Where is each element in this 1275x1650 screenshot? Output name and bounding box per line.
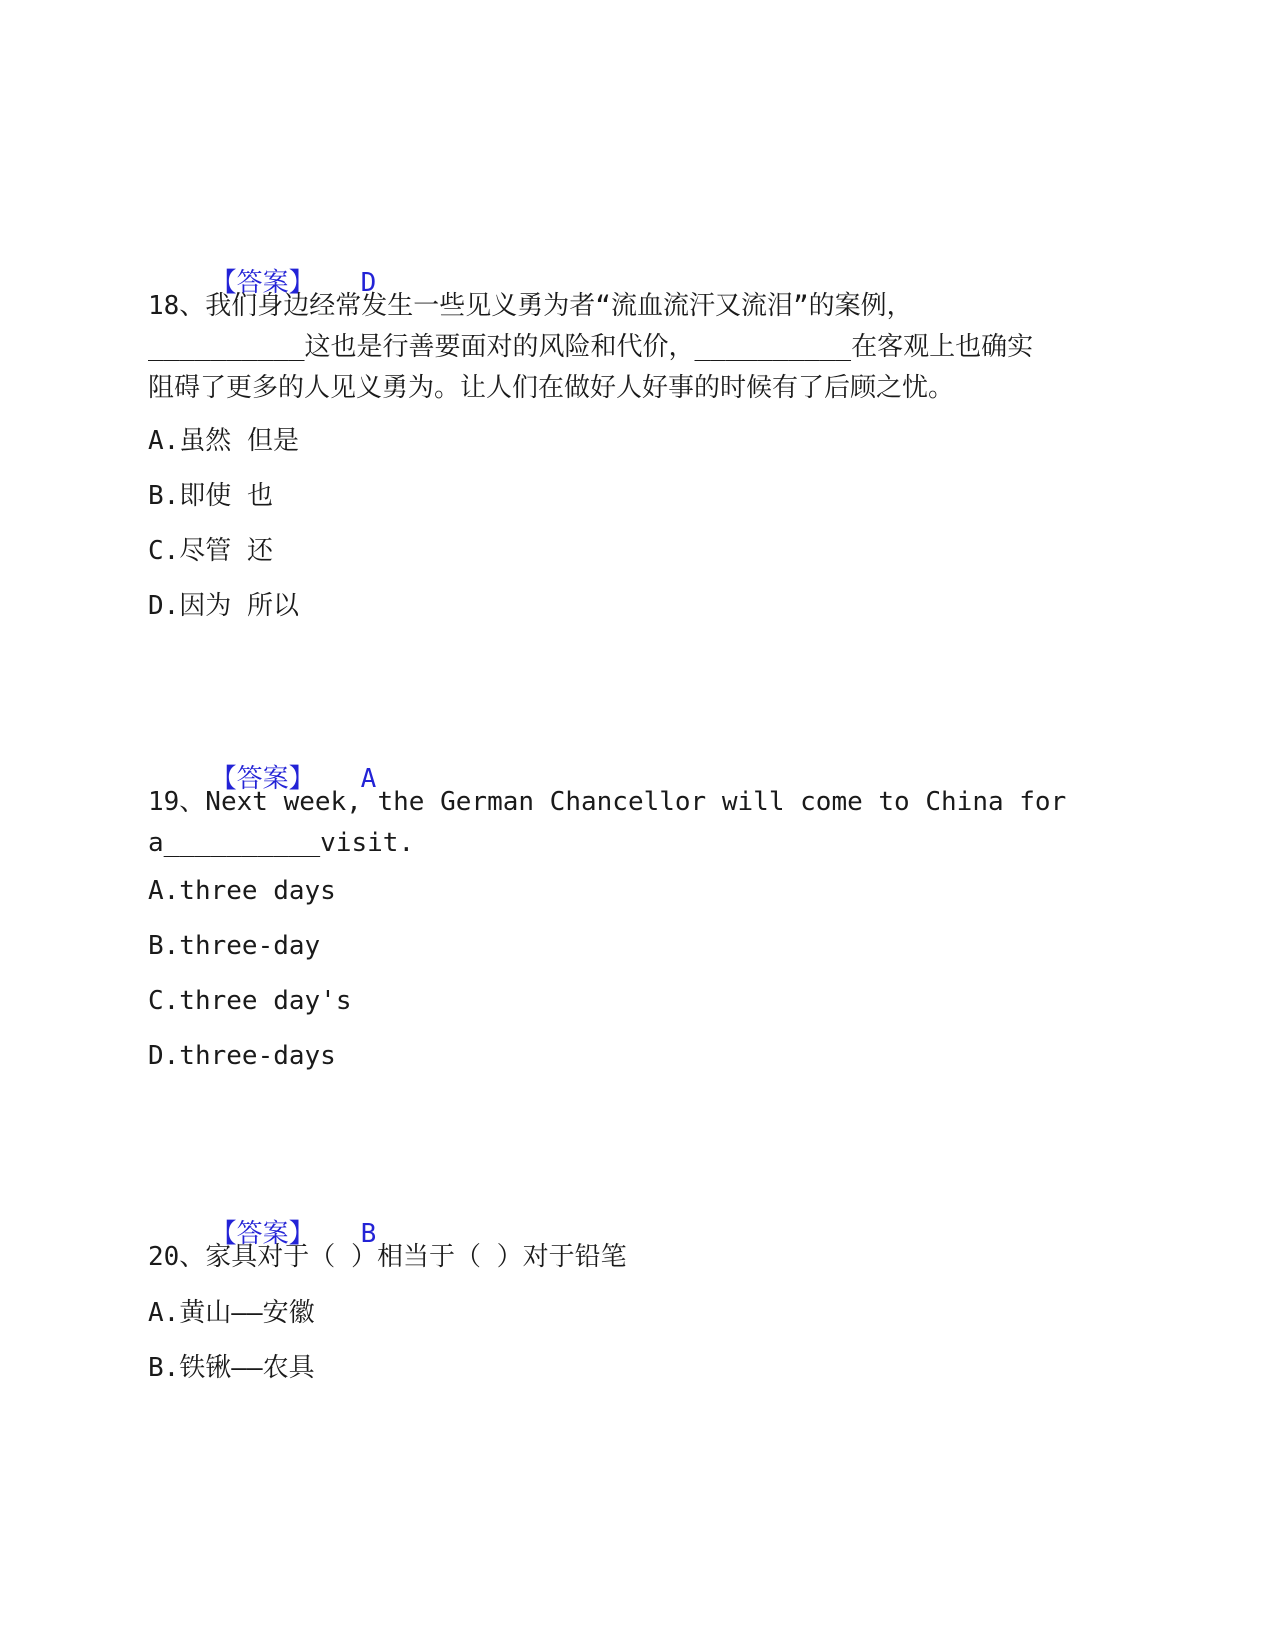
answer-tag: 【答案】 [210,764,315,794]
answer-letter: A [360,764,377,794]
answer-tag: 【答案】 [210,268,315,298]
question-18-option-b: B.即使 也 [148,481,273,511]
question-19-option-b: B.three-day [148,931,321,961]
question-20-option-b: B.铁锹——农具 [148,1353,315,1383]
question-19-option-a: A.three days [148,876,336,906]
answer-letter: D [360,268,377,298]
question-20-option-a: A.黄山——安徽 [148,1298,315,1328]
question-18-line-3: 阻碍了更多的人见义勇为。让人们在做好人好事的时候有了后顾之忧。 [148,373,955,403]
question-20 [148,1237,1108,1278]
question-18-option-d: D.因为 所以 [148,591,299,621]
question-18-line-1: 18、我们身边经常发生一些见义勇为者“流血流汗又流泪”的案例， [148,291,913,321]
question-19-line-1: 19、Next week, the German Chancellor will come to China for [148,787,1067,817]
question-18-option-c: C.尽管 还 [148,536,273,566]
question-18-option-a: A.虽然 但是 [148,426,299,456]
question-20-line-1: 20、家具对于（ ）相当于（ ）对于铅笔 [148,1242,627,1272]
question-18-line-2: __________这也是行善要面对的风险和代价，__________在客观上也确实 [148,332,1034,362]
question-18 [148,286,1108,409]
question-19-option-d: D.three-days [148,1041,336,1071]
question-19-line-2: a__________visit. [148,828,415,858]
answer-letter: B [360,1219,377,1249]
question-19 [148,782,1108,864]
question-19-option-c: C.three day's [148,986,352,1016]
answer-tag: 【答案】 [210,1219,315,1249]
